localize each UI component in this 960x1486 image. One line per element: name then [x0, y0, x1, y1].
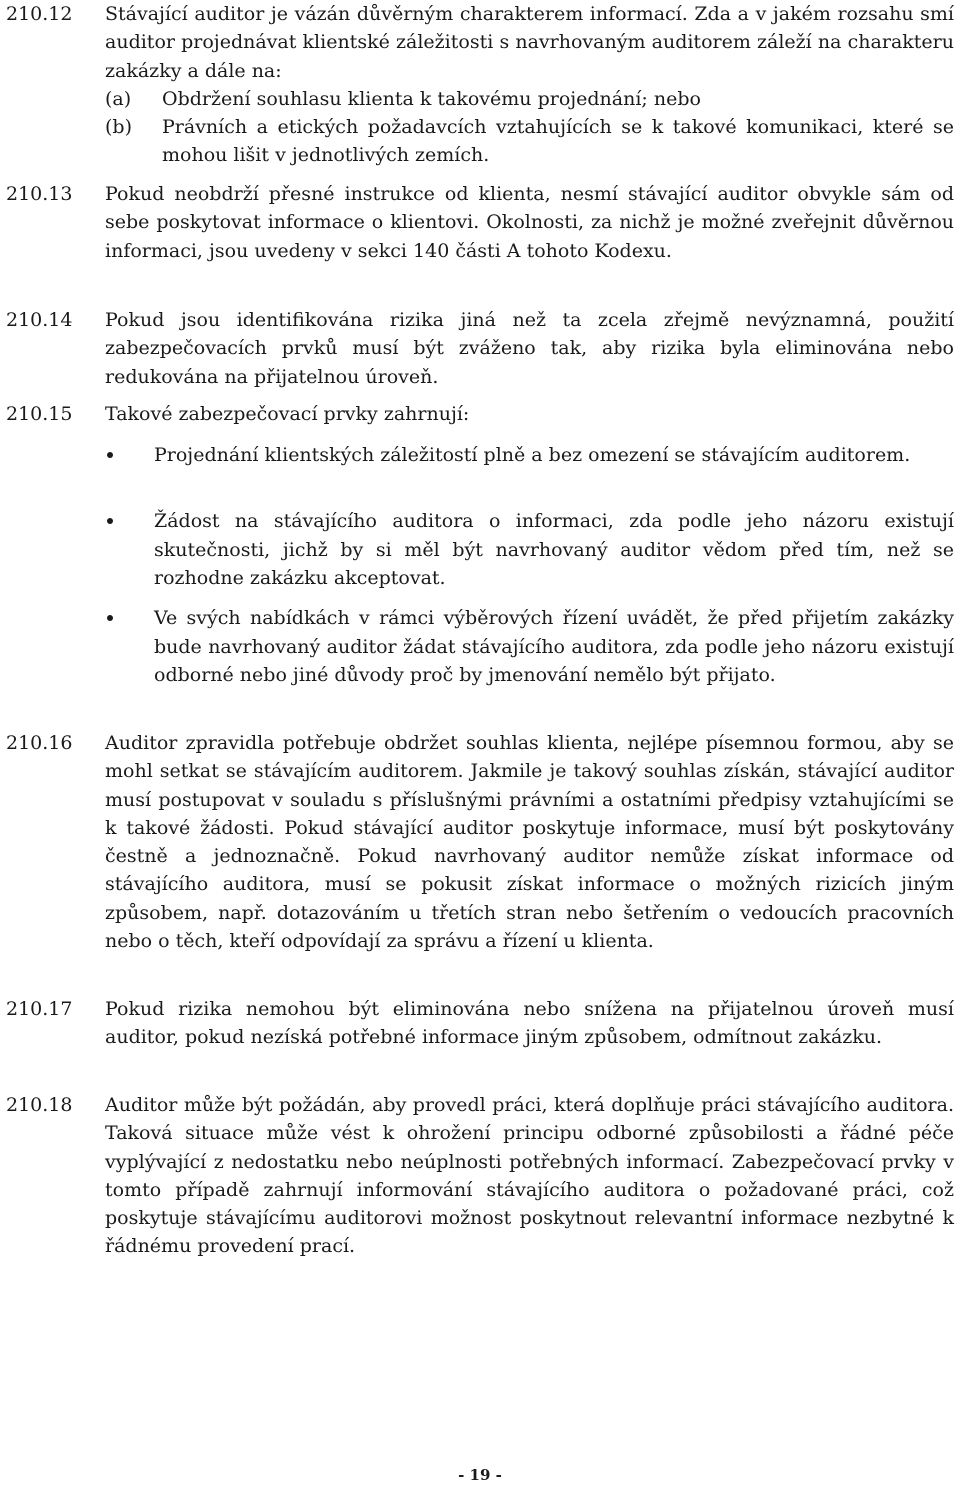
bullet-icon — [107, 615, 113, 621]
bullet-icon — [107, 518, 113, 524]
paragraph-text: Stávající auditor je vázán důvěrným charakterem informací. Zda a v jakém rozsahu smí auditor projednávat klientské záležitosti s navrhovaným auditorem záleží na charakteru zakázky a dále na: — [105, 3, 954, 82]
paragraph-number: 210.15 — [6, 403, 73, 425]
paragraph-number: 210.18 — [6, 1094, 73, 1116]
paragraph-number: 210.17 — [6, 998, 73, 1020]
paragraph-body — [105, 0, 954, 170]
bullet-text: Ve svých nabídkách v rámci výběrových řízení uvádět, že před přijetím zakázky bude navrhovaný auditor žádat stávajícího auditora, zda podle jeho názoru existují odborné nebo jiné důvody proč by jmenování nemělo být přijato. — [154, 607, 954, 686]
list-item — [105, 113, 954, 170]
paragraph-number: 210.14 — [6, 309, 73, 331]
item-label: (a) — [105, 87, 132, 110]
paragraph-text: Pokud rizika nemohou být eliminována nebo snížena na přijatelnou úroveň musí auditor, pokud nezíská potřebné informace jiným způsobem, odmítnout zakázku. — [105, 998, 954, 1049]
paragraph-text: Takové zabezpečovací prvky zahrnují: — [105, 403, 470, 425]
item-text: Obdržení souhlasu klienta k takovému projednání; nebo — [162, 87, 701, 110]
paragraph-text: Auditor zpravidla potřebuje obdržet souhlas klienta, nejlépe písemnou formou, aby se mohl setkat se stávajícím auditorem. Jakmile je takový souhlas získán, stávající auditor musí postupovat v souladu s příslušnými právními a ostatními předpisy vztahujícími se k takové žádosti. Pokud stávající auditor poskytuje informace, musí být poskytovány čestně a jednoznačně. Pokud navrhovaný auditor nemůže získat informace od stávajícího auditora, musí se pokusit získat informace o možných rizicích jiným způsobem, např. dotazováním u třetích stran nebo šetřením o vedoucích pracovních nebo o těch, kteří odpovídají za správu a řízení u klienta. — [105, 732, 954, 953]
bullet-icon — [107, 452, 113, 458]
paragraph-text: Pokud jsou identifikována rizika jiná než ta zcela zřejmě nevýznamná, použití zabezpečovacích prvků musí být zváženo tak, aby rizika byla eliminována nebo redukována na přijatelnou úroveň. — [105, 309, 954, 388]
item-label: (b) — [105, 116, 132, 139]
bullet-text: Projednání klientských záležitostí plně a bez omezení se stávajícím auditorem. — [154, 444, 911, 466]
bullet-text: Žádost na stávajícího auditora o informaci, zda podle jeho názoru existují skutečnosti, jichž by si měl být navrhovaný auditor vědom před tím, než se rozhodne zakázku akceptovat. — [154, 510, 954, 589]
paragraph-number: 210.16 — [6, 732, 73, 754]
page-number: - 19 - — [458, 1466, 502, 1484]
paragraph-number: 210.13 — [6, 183, 73, 205]
paragraph-text: Auditor může být požádán, aby provedl práci, která doplňuje práci stávajícího auditora. Taková situace může vést k ohrožení principu odborné způsobilosti a řádné péče vyplývající z nedostatku nebo neúplnosti potřebných informací. Zabezpečovací prvky v tomto případě zahrnují informování stávajícího auditora o požadované práci, což poskytuje stávajícímu auditorovi možnost poskytnout relevantní informace nezbytné k řádnému provedení prací. — [105, 1094, 954, 1258]
list-item — [105, 85, 954, 113]
paragraph-text: Pokud neobdrží přesné instrukce od klienta, nesmí stávající auditor obvykle sám od sebe poskytovat informace o klientovi. Okolnosti, za nichž je možné zveřejnit důvěrnou informaci, jsou uvedeny v sekci 140 části A tohoto Kodexu. — [105, 183, 954, 262]
paragraph-number: 210.12 — [6, 3, 73, 25]
item-text: Právních a etických požadavcích vztahujících se k takové komunikaci, které se mohou lišit v jednotlivých zemích. — [162, 116, 954, 167]
